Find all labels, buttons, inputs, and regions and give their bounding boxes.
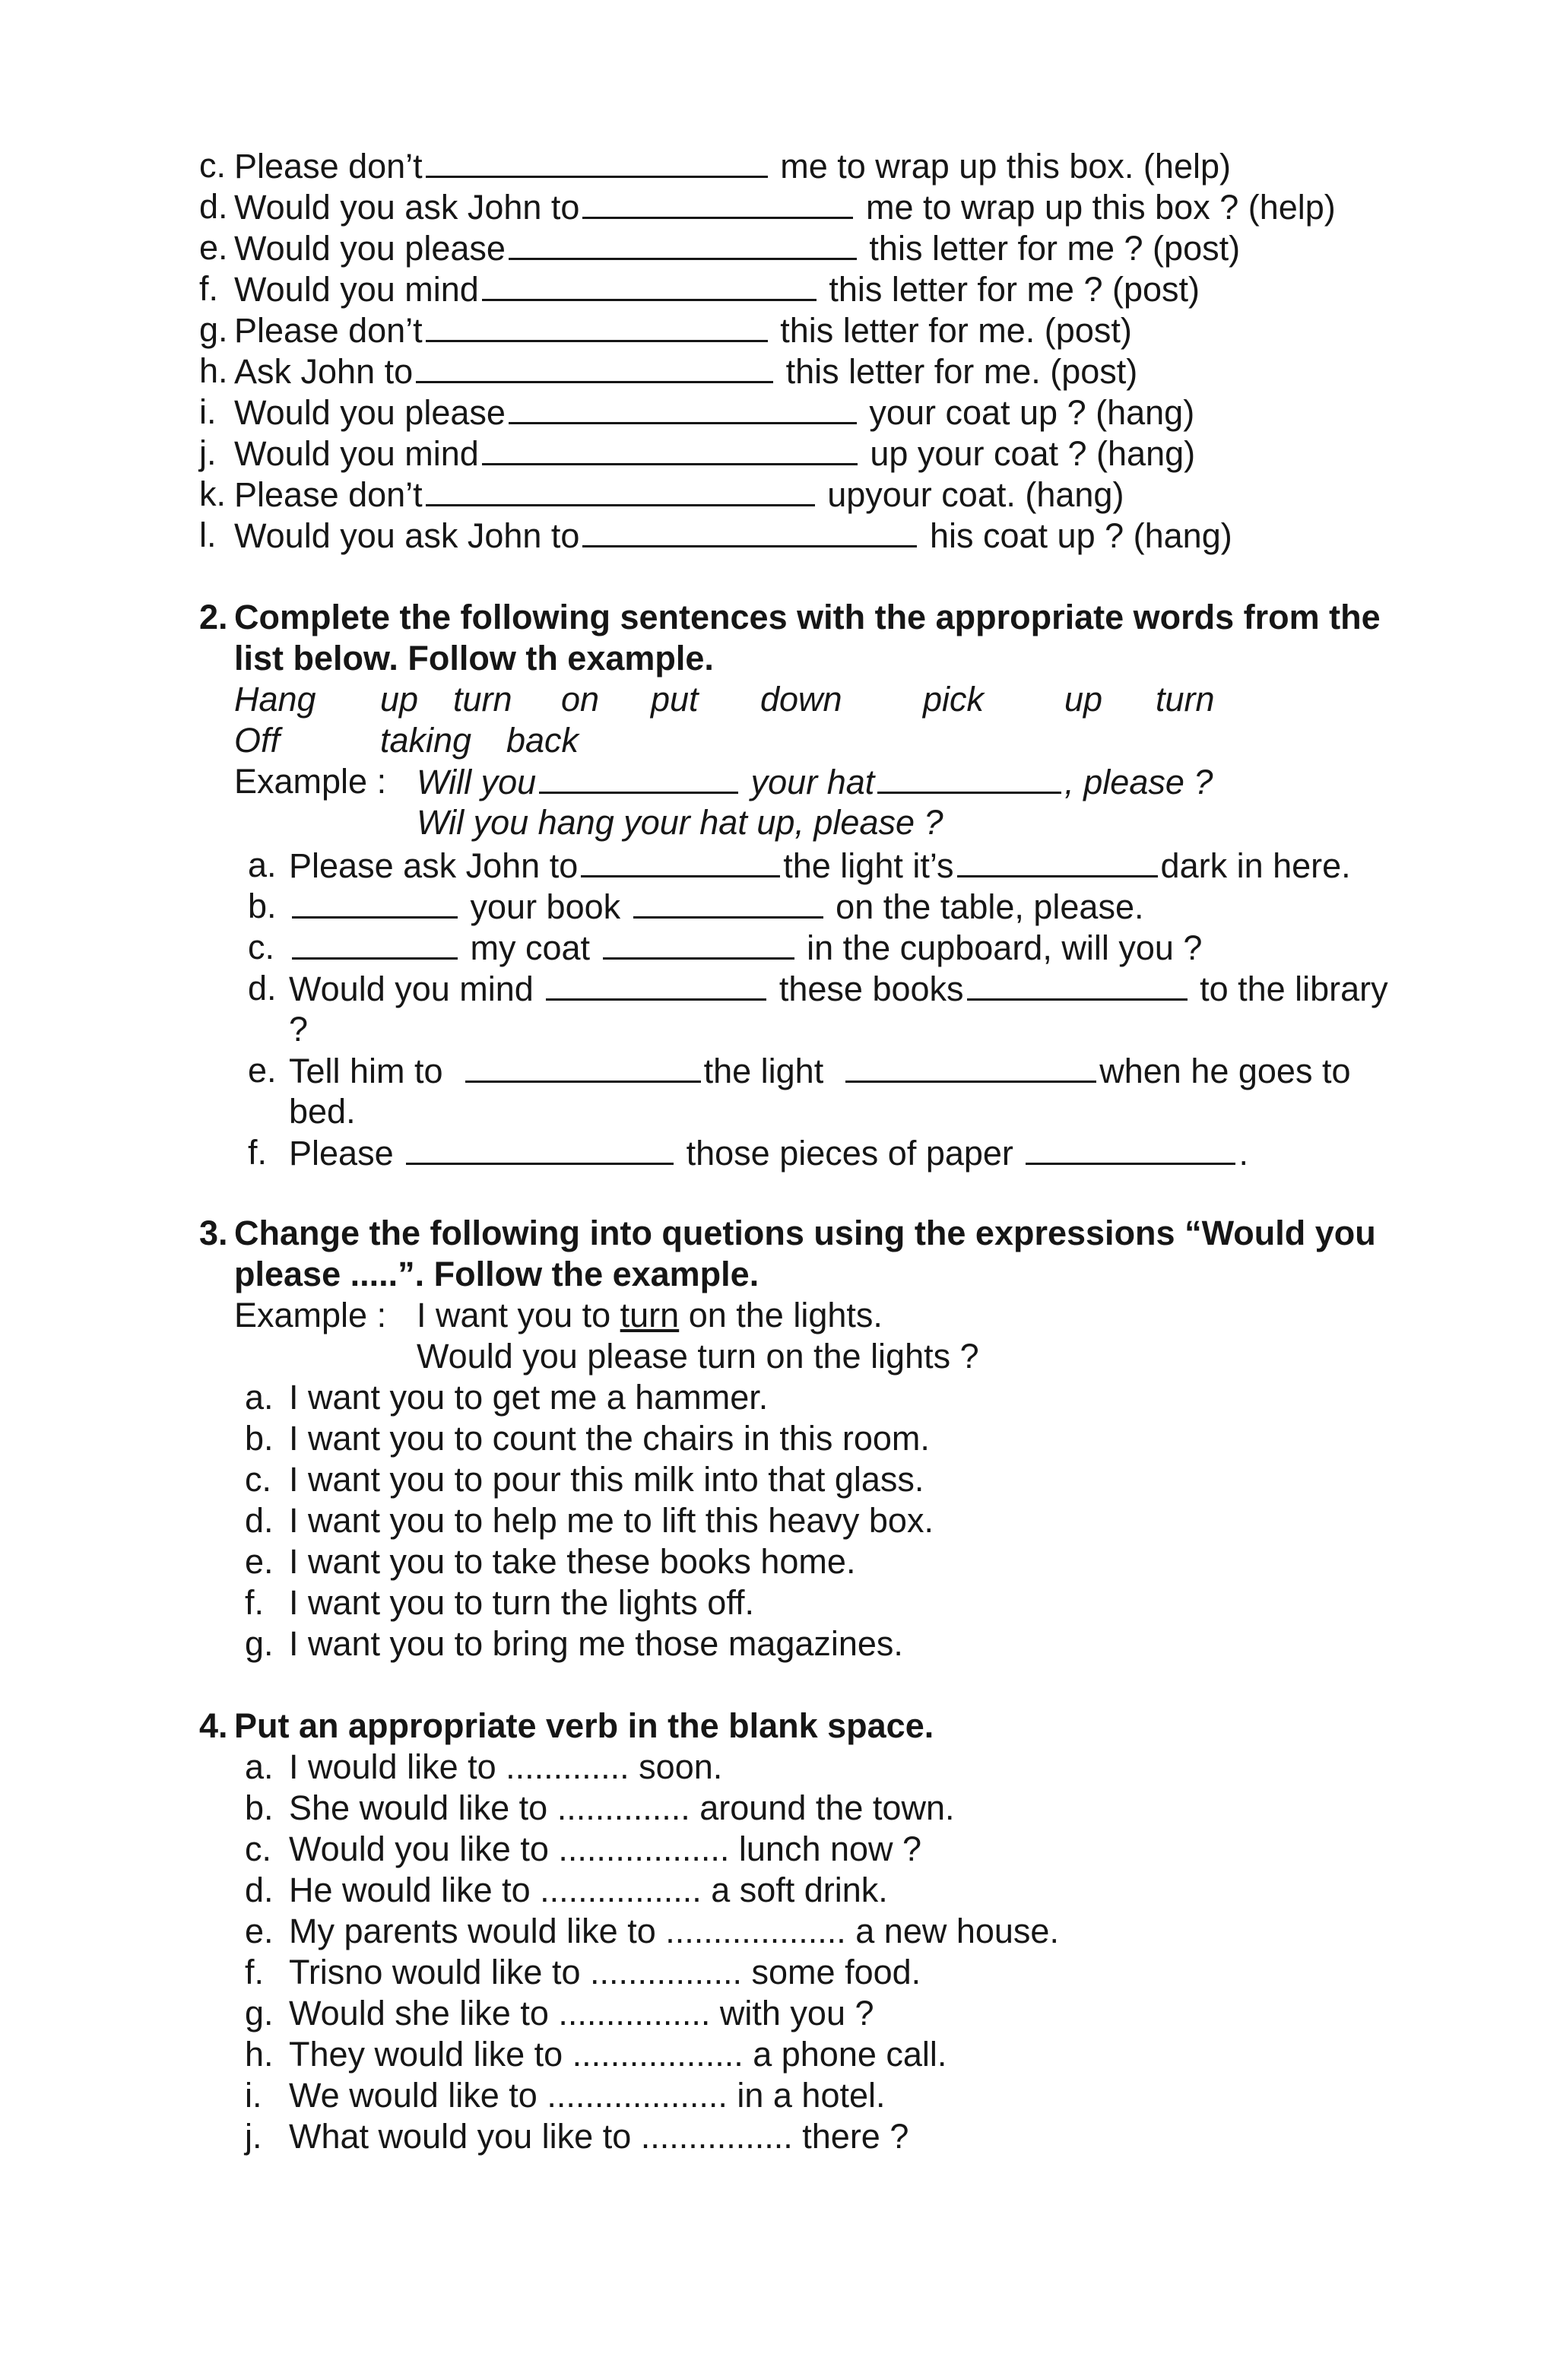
exercise-1-item-k	[199, 474, 1416, 515]
item-label: e.	[245, 1912, 274, 1950]
item-text-after: me to wrap up this box ? (help)	[865, 188, 1336, 227]
item-text: Would she like to ................ with you ?	[289, 1994, 874, 2033]
item-text: your book	[470, 887, 621, 926]
exercise-1-item-i	[199, 392, 1416, 433]
word-item: back	[506, 721, 579, 760]
item-text: my coat	[470, 928, 591, 967]
exercise-2-item-e-cont	[289, 1091, 517, 1132]
exercise-number: 4.	[199, 1706, 228, 1745]
item-text-before: Would you mind	[234, 270, 479, 309]
instruction-text: Change the following into quetions using the expressions “Would you	[234, 1214, 1376, 1252]
item-label: e.	[199, 228, 228, 267]
exercise-1-item-l	[199, 515, 1416, 556]
exercise-3-item-d	[245, 1500, 1416, 1541]
item-label: f.	[245, 1583, 265, 1622]
item-text-before: Please don’t	[234, 475, 423, 514]
answer-blank[interactable]	[546, 968, 766, 1001]
item-text-before: Please don’t	[234, 311, 423, 350]
item-text-before: Would you please	[234, 229, 506, 268]
answer-blank[interactable]	[1026, 1132, 1235, 1165]
item-text: the light	[703, 1052, 824, 1090]
item-label: d.	[245, 1871, 274, 1909]
answer-blank[interactable]	[509, 392, 857, 424]
example-answer: Wil you hang your hat up, please ?	[417, 803, 943, 842]
item-text: I want you to get me a hammer.	[289, 1378, 769, 1417]
exercise-3-item-a	[245, 1377, 1416, 1418]
exercise-1-item-c	[199, 145, 1416, 186]
item-text-after: up your coat ? (hang)	[870, 434, 1196, 473]
item-label: h.	[245, 2035, 274, 2074]
item-text-after: upyour coat. (hang)	[827, 475, 1124, 514]
exercise-2-example-answer	[417, 802, 1405, 843]
exercise-3-instruction	[199, 1213, 1416, 1254]
exercise-4-item-a	[245, 1747, 1416, 1788]
item-label: c.	[248, 928, 275, 966]
word-item: on	[561, 680, 600, 719]
exercise-1-item-e	[199, 227, 1416, 268]
item-text: .	[1238, 1134, 1248, 1173]
item-label: d.	[248, 969, 277, 1008]
item-label: j.	[199, 433, 217, 472]
item-text-before: Would you please	[234, 393, 506, 432]
item-label: j.	[245, 2117, 262, 2156]
item-text: Please	[289, 1134, 394, 1173]
word-item: taking	[380, 721, 472, 760]
exercise-4-item-c	[245, 1829, 1416, 1870]
example-text: your hat	[750, 763, 875, 801]
answer-blank[interactable]	[582, 186, 853, 219]
word-item: turn	[1156, 680, 1215, 719]
word-item: up	[380, 680, 419, 719]
item-text-after: me to wrap up this box. (help)	[780, 147, 1231, 186]
item-text: these books	[778, 969, 964, 1008]
instruction-text: Put an appropriate verb in the blank space.	[234, 1706, 934, 1745]
exercise-4-item-e	[245, 1911, 1416, 1952]
answer-blank[interactable]	[426, 474, 815, 506]
item-label: f.	[245, 1953, 265, 1991]
word-list-row-2	[234, 720, 1299, 761]
instruction-text: please .....”. Follow the example.	[234, 1255, 759, 1293]
item-text: We would like to ................... in a hotel.	[289, 2076, 886, 2115]
exercise-2-example	[234, 761, 1416, 802]
item-label: b.	[245, 1788, 274, 1827]
word-item: pick	[923, 680, 985, 719]
exercise-2-item-e	[248, 1050, 1416, 1091]
example-label: Example :	[234, 1296, 387, 1334]
example-text: I want you to	[417, 1296, 620, 1334]
item-text: when he goes to	[1099, 1052, 1351, 1090]
exercise-4-item-h	[245, 2034, 1416, 2075]
exercise-4-item-d	[245, 1870, 1416, 1911]
answer-blank[interactable]	[292, 886, 458, 919]
answer-blank[interactable]	[406, 1132, 674, 1165]
item-text: My parents would like to ................... a new house.	[289, 1912, 1059, 1950]
item-label: c.	[245, 1829, 272, 1868]
example-text: on the lights.	[679, 1296, 883, 1334]
item-text-before: Would you ask John to	[234, 516, 580, 555]
exercise-1-item-g	[199, 309, 1416, 351]
word-item: Hang	[234, 680, 316, 719]
item-text: Trisno would like to ................ some food.	[289, 1953, 921, 1991]
answer-blank[interactable]	[416, 351, 773, 383]
exercise-2-item-b	[248, 886, 1416, 927]
item-text-after: his coat up ? (hang)	[929, 516, 1232, 555]
item-text: I want you to turn the lights off.	[289, 1583, 755, 1622]
item-label: c.	[245, 1460, 272, 1499]
answer-blank[interactable]	[845, 1050, 1096, 1083]
exercise-3-example-answer	[417, 1336, 1405, 1377]
item-text-after: this letter for me ? (post)	[829, 270, 1200, 309]
item-text: I want you to bring me those magazines.	[289, 1624, 903, 1663]
exercise-3-instruction-cont	[234, 1254, 1416, 1295]
item-text-before: Please don’t	[234, 147, 423, 186]
item-text: They would like to .................. a phone call.	[289, 2035, 947, 2074]
item-label: i.	[199, 392, 217, 431]
item-text-before: Would you mind	[234, 434, 479, 473]
item-label: f.	[199, 269, 219, 308]
answer-blank[interactable]	[482, 433, 858, 465]
word-item: up	[1064, 680, 1103, 719]
exercise-2-instruction	[199, 597, 1416, 638]
item-text-after: this letter for me ? (post)	[869, 229, 1241, 268]
item-text: dark in here.	[1160, 846, 1351, 885]
exercise-3-item-c	[245, 1459, 1416, 1500]
item-text: I want you to help me to lift this heavy box.	[289, 1501, 934, 1540]
answer-blank[interactable]	[482, 268, 817, 301]
exercise-2-item-d	[248, 968, 1416, 1009]
example-label: Example :	[234, 762, 387, 801]
exercise-number: 2.	[199, 598, 228, 636]
item-text: Please ask John to	[289, 846, 579, 885]
item-text: Tell him to	[289, 1052, 443, 1090]
item-text: ?	[289, 1010, 309, 1049]
answer-blank[interactable]	[957, 845, 1158, 877]
exercise-1-item-f	[199, 268, 1416, 309]
item-label: f.	[248, 1133, 268, 1172]
exercise-4-item-g	[245, 1993, 1416, 2034]
item-text: She would like to .............. around the town.	[289, 1788, 955, 1827]
example-underlined-word: turn	[620, 1296, 680, 1334]
item-label: b.	[248, 887, 277, 925]
item-text: Would you like to .................. lunch now ?	[289, 1829, 922, 1868]
item-label: d.	[245, 1501, 274, 1540]
item-label: e.	[245, 1542, 274, 1581]
exercise-1-item-h	[199, 351, 1416, 392]
item-text: I want you to pour this milk into that glass.	[289, 1460, 924, 1499]
item-text: What would you like to ................ there ?	[289, 2117, 909, 2156]
exercise-4-item-b	[245, 1788, 1416, 1829]
instruction-text: Complete the following sentences with the appropriate words from the	[234, 598, 1381, 636]
example-blank	[539, 761, 738, 794]
answer-blank[interactable]	[603, 927, 794, 960]
item-label: a.	[248, 846, 277, 884]
exercise-2-instruction-cont	[234, 638, 1416, 679]
word-item: turn	[453, 680, 512, 719]
answer-blank[interactable]	[292, 927, 458, 960]
item-text-after: this letter for me. (post)	[780, 311, 1132, 350]
item-label: g.	[245, 1994, 274, 2033]
item-text: on the table, please.	[836, 887, 1144, 926]
item-label: g.	[245, 1624, 274, 1663]
item-label: g.	[199, 310, 228, 349]
word-list-row-1	[234, 679, 1299, 720]
exercise-3-item-e	[245, 1541, 1416, 1582]
answer-blank[interactable]	[967, 968, 1188, 1001]
example-text: , please ?	[1064, 763, 1213, 801]
answer-blank[interactable]	[509, 227, 857, 260]
item-text: I want you to take these books home.	[289, 1542, 856, 1581]
exercise-3-item-g	[245, 1623, 1416, 1664]
answer-blank[interactable]	[426, 309, 768, 342]
answer-blank[interactable]	[426, 145, 768, 178]
word-item: Off	[234, 721, 281, 760]
item-label: c.	[199, 146, 227, 185]
answer-blank[interactable]	[465, 1050, 701, 1083]
answer-blank[interactable]	[633, 886, 823, 919]
item-text: He would like to ................. a soft drink.	[289, 1871, 888, 1909]
answer-blank[interactable]	[582, 515, 917, 547]
item-text: the light it’s	[783, 846, 954, 885]
item-label: a.	[245, 1747, 274, 1786]
item-text: Would you mind	[289, 969, 534, 1008]
exercise-1-item-j	[199, 433, 1416, 474]
item-text: in the cupboard, will you ?	[807, 928, 1203, 967]
item-label: e.	[248, 1051, 277, 1090]
instruction-text: list below. Follow th example.	[234, 639, 714, 678]
item-label: b.	[245, 1419, 274, 1458]
exercise-number: 3.	[199, 1214, 228, 1252]
word-item: put	[651, 680, 699, 719]
item-label: h.	[199, 351, 228, 390]
exercise-2-item-c	[248, 927, 1416, 968]
item-text-after: your coat up ? (hang)	[869, 393, 1195, 432]
exercise-4-item-j	[245, 2116, 1416, 2157]
item-label: l.	[199, 516, 217, 554]
exercise-3-item-f	[245, 1582, 1416, 1623]
exercise-4-item-f	[245, 1952, 1416, 1993]
item-text-after: this letter for me. (post)	[785, 352, 1138, 391]
item-label: d.	[199, 187, 228, 226]
word-item: down	[760, 680, 842, 719]
item-text-before: Would you ask John to	[234, 188, 580, 227]
exercise-3-item-b	[245, 1418, 1416, 1459]
item-label: a.	[245, 1378, 274, 1417]
exercise-3-example	[234, 1295, 1416, 1336]
answer-blank[interactable]	[581, 845, 780, 877]
exercise-2-item-f	[248, 1132, 1416, 1173]
item-text: those pieces of paper	[686, 1134, 1013, 1173]
exercise-2-item-a	[248, 845, 1416, 886]
item-text: I would like to ............. soon.	[289, 1747, 723, 1786]
example-answer: Would you please turn on the lights ?	[417, 1337, 979, 1376]
item-text-before: Ask John to	[234, 352, 414, 391]
exercise-4-instruction	[199, 1706, 1416, 1747]
exercise-1-item-d	[199, 186, 1416, 227]
example-blank	[877, 761, 1061, 794]
item-text: bed.	[289, 1092, 356, 1131]
item-label: k.	[199, 474, 227, 513]
example-text: Will you	[417, 763, 537, 801]
exercise-2-item-d-cont	[289, 1009, 441, 1050]
item-text: to the library	[1200, 969, 1388, 1008]
item-label: i.	[245, 2076, 262, 2115]
item-text: I want you to count the chairs in this room.	[289, 1419, 930, 1458]
exercise-4-item-i	[245, 2075, 1416, 2116]
